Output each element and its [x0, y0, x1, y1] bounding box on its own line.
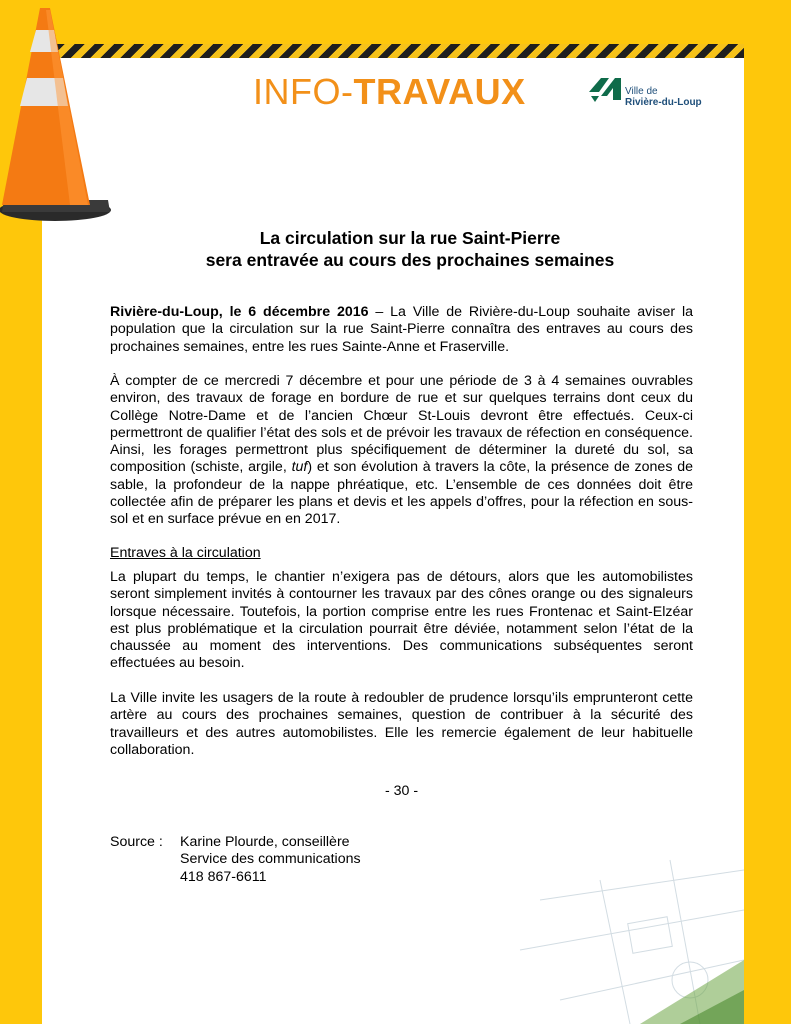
logo-line1: Ville de — [625, 86, 658, 97]
intro-text: – La Ville de Rivière-du-Loup souhaite aviser la population que la circulation sur la rue Saint-Pierre connaîtra des entraves au cours des prochaines semaines, entre les rues Sainte-Anne et Fraserville. — [110, 304, 693, 355]
headline-line2: sera entravée au cours des prochaines semaines — [205, 250, 615, 270]
headline-line1: La circulation sur la rue Saint-Pierre — [259, 228, 561, 248]
details-text-a: À compter de ce mercredi 7 décembre et pour une période de 3 à 4 semaines ouvrables environ, des travaux de forage en bordure de rue et sur quelques terrains dont ceux du Collège Notre-Dame et de l’ancien Chœur St-Louis devront être effectués. Ceux-ci permettront de qualifier l’état des sols et de prévoir les travaux de réfection en conséquence. Ainsi, les forages permettront plus spécifiquement de déterminer la dureté du sol, sa composition (schiste, argile, — [110, 373, 693, 476]
dateline: Rivière-du-Loup, le 6 décembre 2016 — [110, 304, 369, 320]
source-phone: 418 867-6611 — [180, 868, 267, 885]
title-part-travaux: TRAVAUX — [353, 71, 526, 112]
details-italic: tuf — [291, 459, 308, 476]
title-part-info: INFO- — [253, 71, 354, 112]
details-text-b: ) et son évolution à travers la côte, la présence de zones de sable, la profondeur de la nappe phréatique, etc. L’ensemble de ces données doit être collectée afin de préparer les plans et devis et les appels d’offres, pour la réfection en sous-sol et en surface prévue en en 2017. — [110, 459, 693, 528]
source-label: Source : — [110, 834, 163, 850]
hazard-stripe-band — [55, 44, 744, 58]
traffic-cone-icon — [0, 0, 115, 230]
details-paragraph — [110, 373, 693, 529]
info-travaux-title — [253, 72, 526, 112]
traffic-paragraph: La plupart du temps, le chantier n’exigera pas de détours, alors que les automobilistes seront simplement invités à contourner les travaux par des cônes orange ou des signaleurs lorsque nécessaire. Toutefois, la portion comprise entre les rues Frontenac et Saint-Elzéar est plus problématique et la circulation pourrait être déviée, notamment selon l’état de la chaussée au moment des interventions. Des communications subséquentes seront effectuées au besoin. — [110, 569, 693, 672]
section-subheading: Entraves à la circulation — [110, 545, 261, 561]
source-name: Karine Plourde, conseillère — [180, 834, 350, 850]
logo-line2: Rivière-du-Loup — [625, 97, 702, 108]
source-department: Service des communications — [180, 851, 361, 868]
logo-text — [625, 86, 702, 108]
intro-paragraph — [110, 304, 693, 356]
blueprint-decoration-icon — [480, 840, 744, 1024]
headline — [110, 227, 710, 271]
end-marker: - 30 - — [384, 783, 419, 799]
caution-paragraph: La Ville invite les usagers de la route à redoubler de prudence lorsqu’ils emprunteront cette artère au cours des prochaines semaines, question de contribuer à la sécurité des travailleurs et des autres automobilistes. Elle les remercie également de leur habituelle collaboration. — [110, 690, 693, 758]
